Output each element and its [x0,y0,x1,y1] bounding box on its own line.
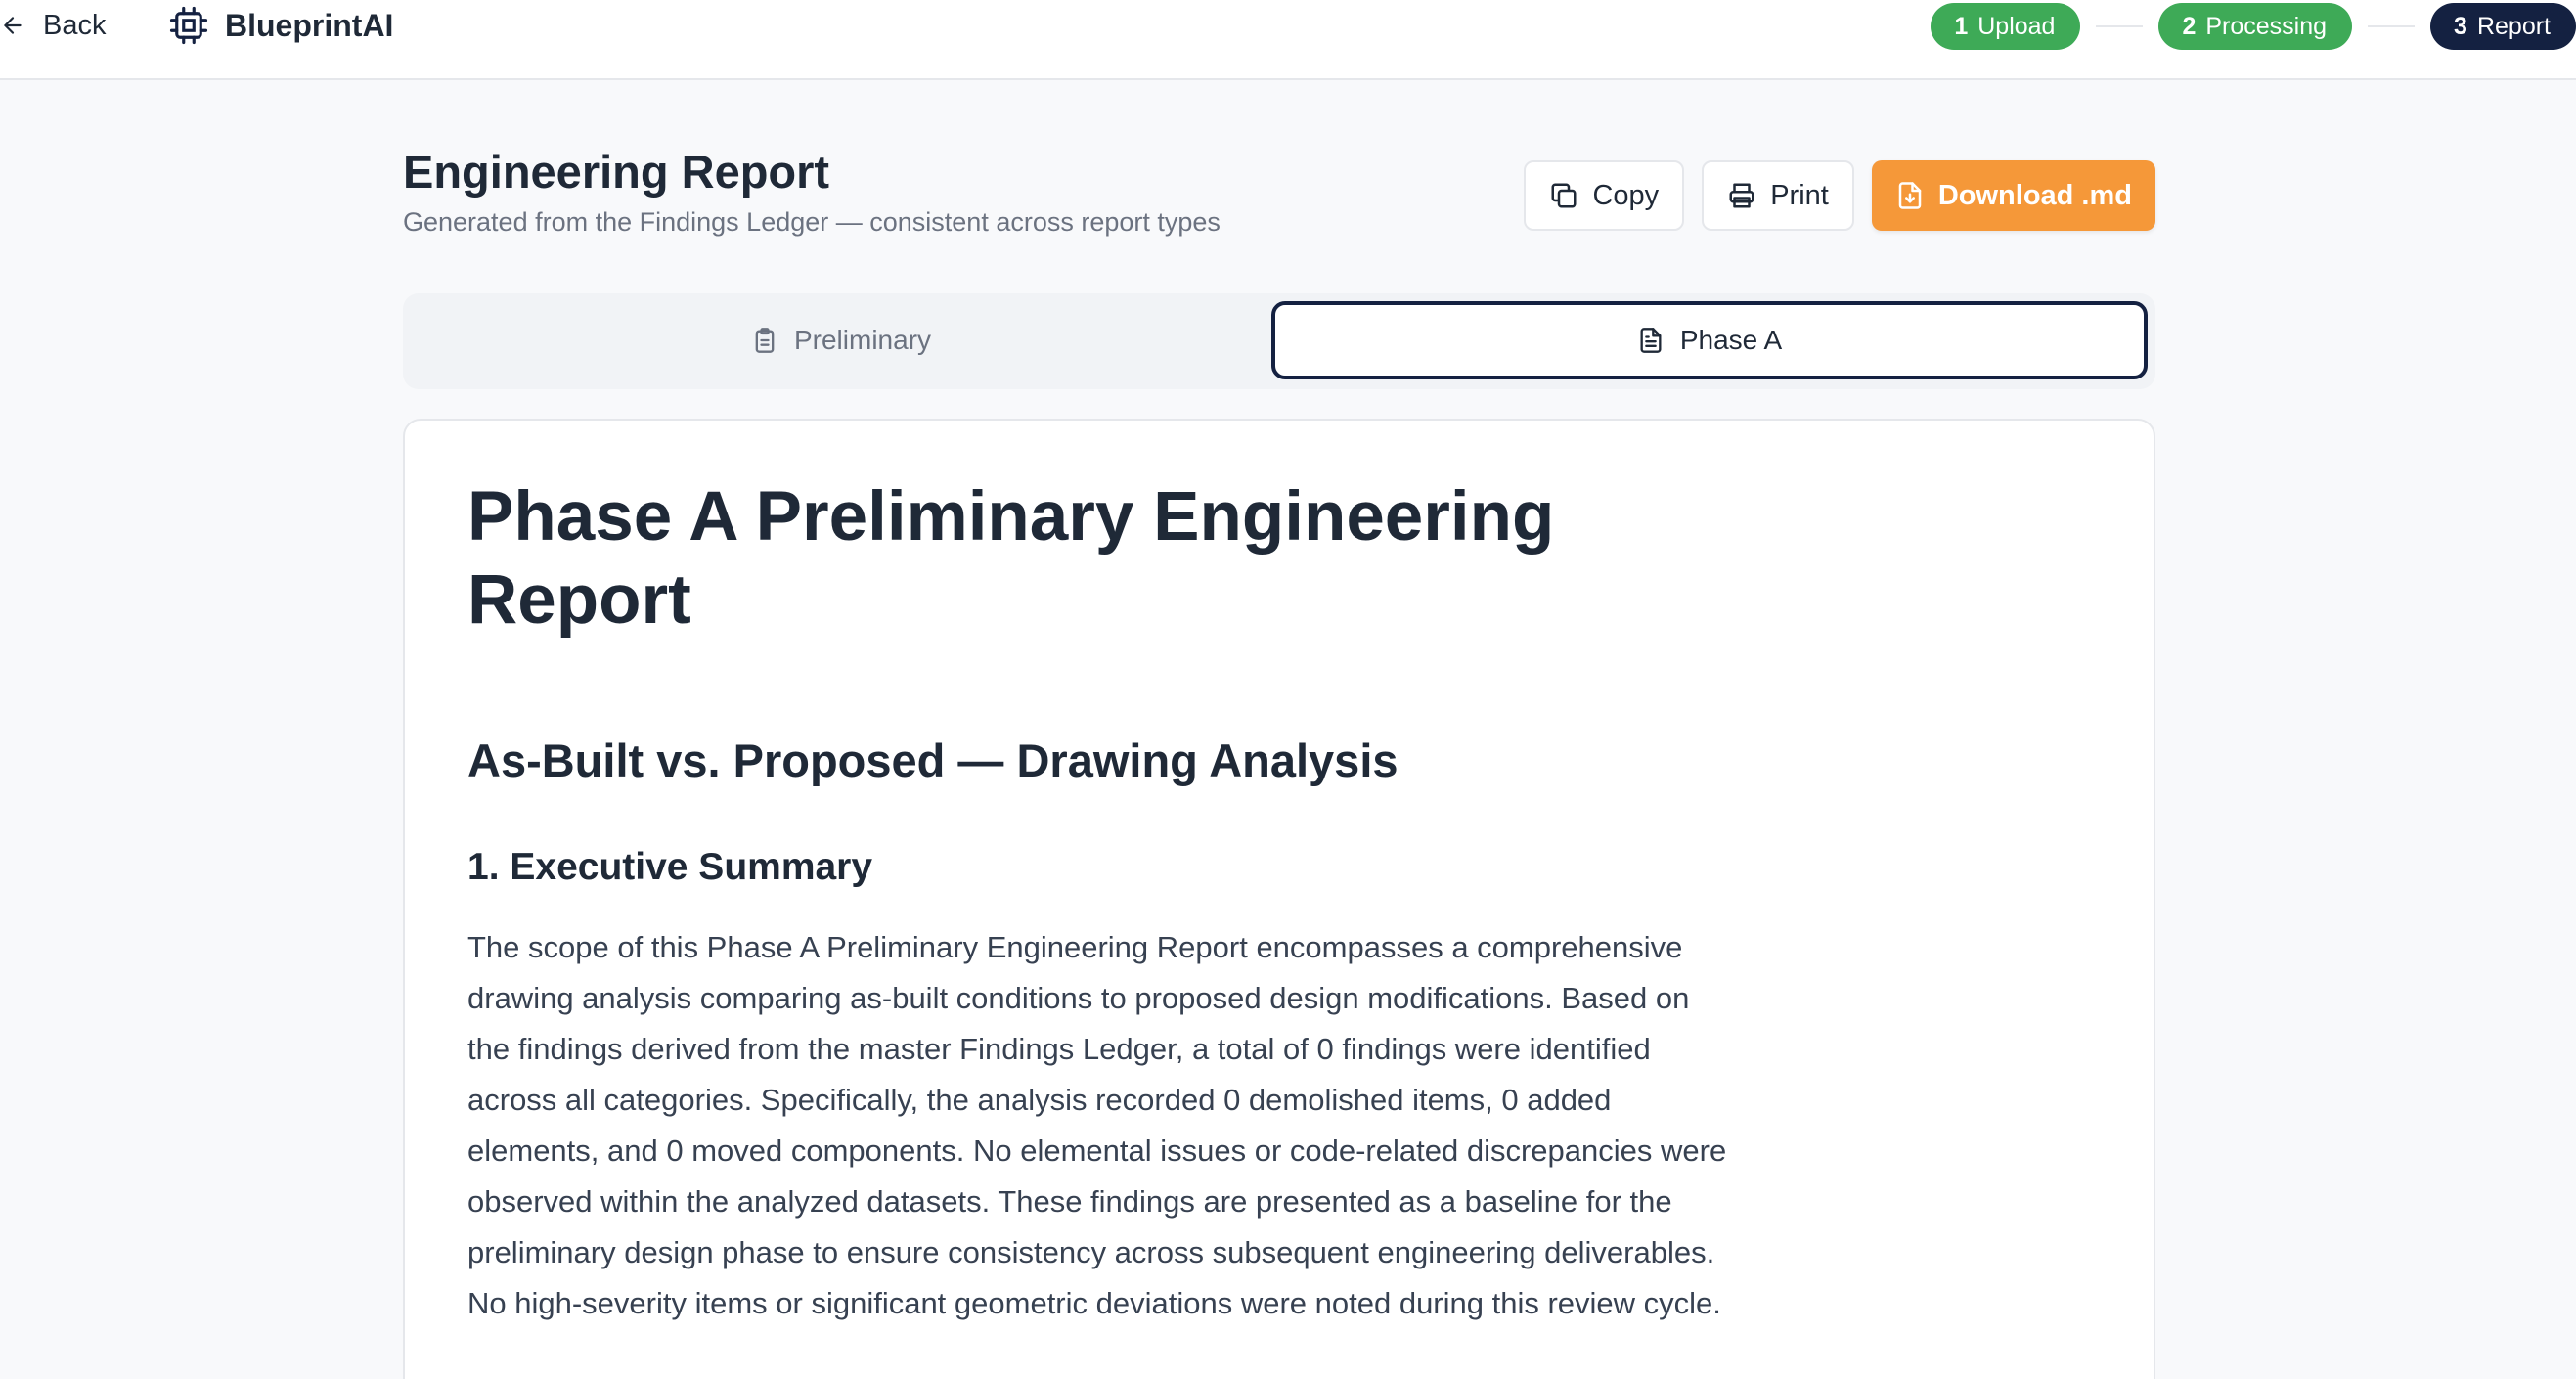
clipboard-icon [751,327,778,354]
section-heading: As-Built vs. Proposed — Drawing Analysis [467,734,1399,787]
top-bar [0,0,2576,80]
brand-name: BlueprintAI [225,7,394,43]
page-subtitle: Generated from the Findings Ledger — consistent across report types [403,206,1221,237]
tab-label: Preliminary [793,325,932,355]
step-label: Report [2476,12,2551,40]
download-md-button[interactable] [1872,160,2155,231]
report-type-tabs [403,293,2155,389]
step-label: Processing [2205,12,2328,40]
report-actions [1524,160,2155,231]
document-title: Phase A Preliminary Engineering Report [467,478,1555,640]
file-text-icon [1637,327,1665,354]
report-heading [403,147,1221,238]
document-content [467,475,1768,1329]
tab-phase-a[interactable] [1271,301,2148,379]
copy-button[interactable] [1524,160,1684,231]
step-connector [2096,25,2143,27]
step-report[interactable] [2430,3,2576,50]
copy-label: Copy [1592,179,1660,211]
chip-icon [168,5,209,46]
back-button[interactable] [0,4,106,47]
download-label: Download .md [1937,179,2132,211]
file-download-icon [1895,181,1925,210]
print-button[interactable] [1702,160,1854,231]
report-document [403,419,2155,1379]
brand [168,4,393,47]
copy-icon [1549,181,1578,210]
back-label: Back [43,9,107,41]
page-title: Engineering Report [403,146,830,198]
print-label: Print [1770,179,1829,211]
executive-summary-paragraph: The scope of this Phase A Preliminary Engineering Report encompasses a comprehensive drawing analysis comparing as-built conditions to proposed design modifications. Based on the findings derived from the master Findings Ledger, a total of 0 findings were identified across all categories. Specifically, the analysis recorded 0 demolished items, 0 added elements, and 0 moved components. No elemental issues or code-related discrepancies were observed within the analyzed datasets. These findings are presented as a baseline for the preliminary design phase to ensure consistency across subsequent engineering deliverables. No high-severity items or significant geometric deviations were noted during this review cycle. [467,930,1727,1321]
arrow-left-icon [0,13,25,38]
step-upload[interactable] [1931,3,2080,50]
tab-preliminary[interactable] [411,301,1271,379]
step-connector [2368,25,2415,27]
subsection-heading: 1. Executive Summary [467,846,873,889]
step-processing[interactable] [2158,3,2352,50]
printer-icon [1727,181,1756,210]
step-number: 3 [2454,12,2467,40]
step-number: 1 [1954,12,1969,40]
progress-steps [1931,3,2576,50]
step-label: Upload [1977,12,2056,40]
step-number: 2 [2182,12,2197,40]
tab-label: Phase A [1679,325,1783,355]
